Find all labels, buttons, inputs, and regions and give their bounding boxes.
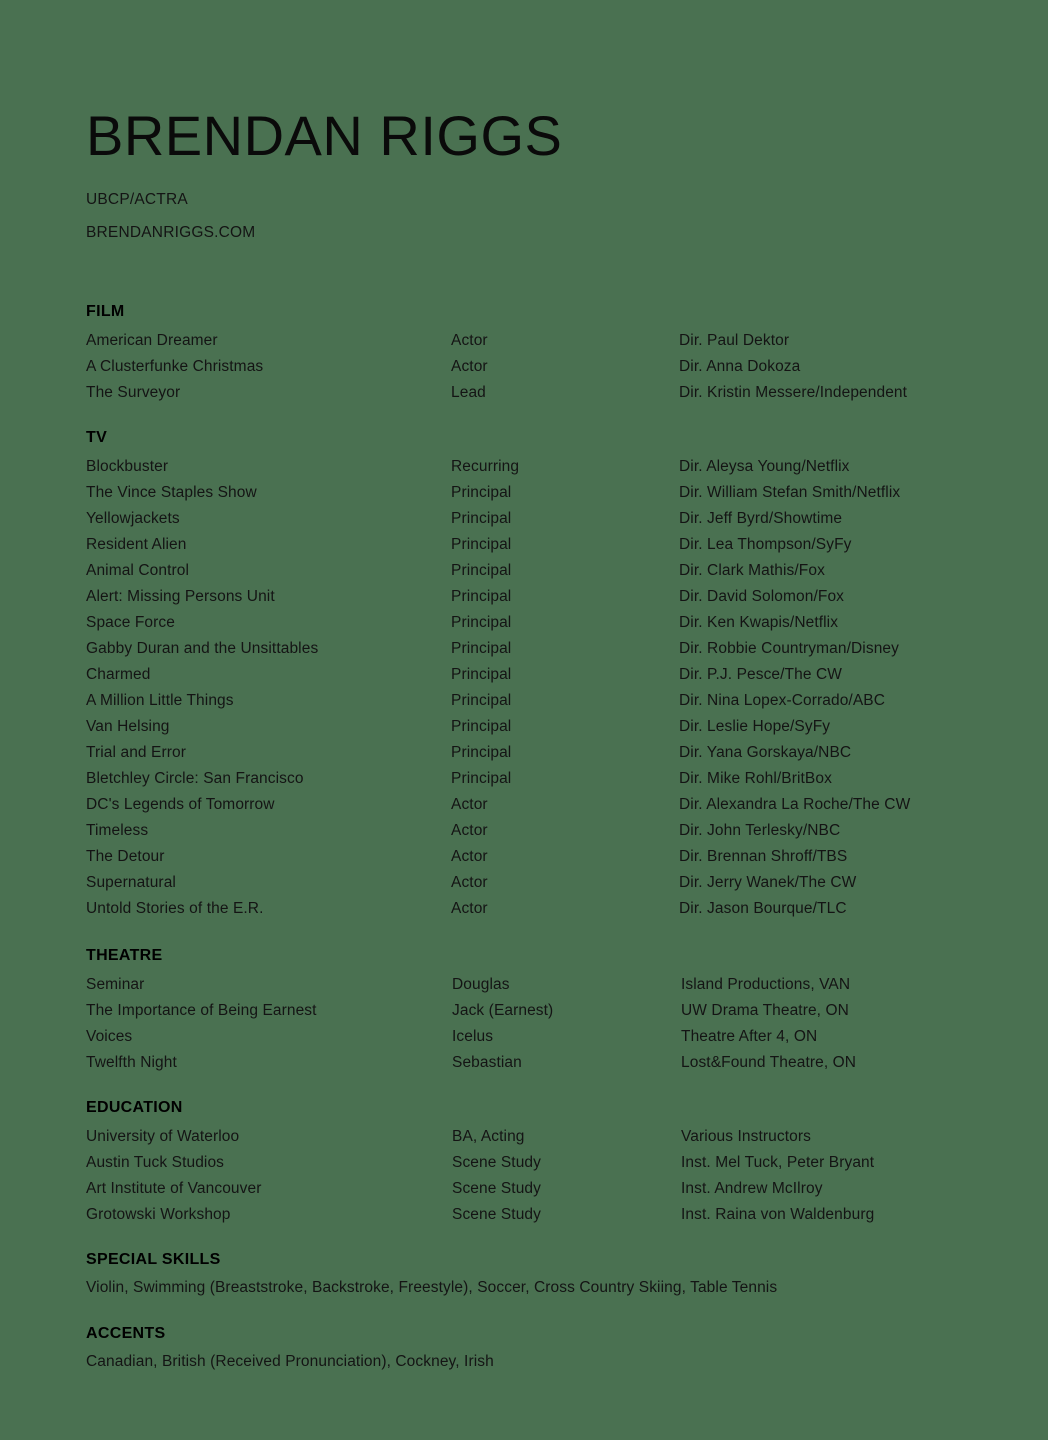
credit-company: UW Drama Theatre, ON	[681, 1002, 849, 1019]
table-row	[86, 1050, 966, 1076]
table-row	[86, 818, 966, 844]
credit-title: Voices	[86, 1028, 133, 1045]
section-special-skills	[86, 1250, 966, 1300]
credit-director: Dir. Leslie Hope/SyFy	[679, 718, 831, 735]
credit-title: Seminar	[86, 976, 145, 993]
credit-role: Principal	[451, 770, 512, 787]
credit-title: Animal Control	[86, 562, 190, 579]
table-row	[86, 972, 966, 998]
credit-title: Untold Stories of the E.R.	[86, 900, 264, 917]
credit-role: Sebastian	[452, 1054, 522, 1071]
credit-director: Dir. John Terlesky/NBC	[679, 822, 841, 839]
table-row	[86, 896, 966, 922]
credit-director: Dir. Anna Dokoza	[679, 358, 801, 375]
website-link[interactable]: BRENDANRIGGS.COM	[86, 224, 256, 241]
credit-title: The Surveyor	[86, 384, 181, 401]
education-program: Scene Study	[452, 1206, 541, 1223]
credit-director: Dir. Clark Mathis/Fox	[679, 562, 825, 579]
credit-role: Principal	[451, 510, 512, 527]
table-row	[86, 558, 966, 584]
education-program: Scene Study	[452, 1154, 541, 1171]
credit-director: Dir. Kristin Messere/Independent	[679, 384, 908, 401]
page-title: BRENDAN RIGGS	[86, 104, 563, 167]
union-affiliation: UBCP/ACTRA	[86, 191, 188, 208]
table-row	[86, 506, 966, 532]
table-row	[86, 688, 966, 714]
section-education	[86, 1098, 966, 1228]
table-row	[86, 766, 966, 792]
credit-director: Dir. Jason Bourque/TLC	[679, 900, 847, 917]
table-row	[86, 1202, 966, 1228]
education-program: BA, Acting	[452, 1128, 525, 1145]
credit-company: Lost&Found Theatre, ON	[681, 1054, 857, 1071]
credit-title: Van Helsing	[86, 718, 170, 735]
credit-role: Actor	[451, 822, 488, 839]
section-accents	[86, 1324, 966, 1374]
credit-title: Gabby Duran and the Unsittables	[86, 640, 319, 657]
credit-company: Theatre After 4, ON	[681, 1028, 818, 1045]
table-row	[86, 998, 966, 1024]
table-row	[86, 454, 966, 480]
education-institution: Austin Tuck Studios	[86, 1154, 225, 1171]
credit-role: Principal	[451, 614, 512, 631]
education-institution: Art Institute of Vancouver	[86, 1180, 262, 1197]
credit-director: Dir. Jerry Wanek/The CW	[679, 874, 857, 891]
credit-role: Principal	[451, 640, 512, 657]
credit-title: Space Force	[86, 614, 175, 631]
credit-director: Dir. David Solomon/Fox	[679, 588, 845, 605]
credit-role: Actor	[451, 874, 488, 891]
special-skills-text: Violin, Swimming (Breaststroke, Backstroke, Freestyle), Soccer, Cross Country Skiing, Table Tennis	[86, 1279, 778, 1296]
credit-role: Recurring	[451, 458, 520, 475]
credit-title: Charmed	[86, 666, 151, 683]
table-row	[86, 792, 966, 818]
table-row	[86, 480, 966, 506]
credit-director: Dir. Mike Rohl/BritBox	[679, 770, 832, 787]
table-row	[86, 328, 966, 354]
credit-director: Dir. Brennan Shroff/TBS	[679, 848, 848, 865]
credit-title: The Detour	[86, 848, 165, 865]
credit-role: Principal	[451, 588, 512, 605]
credit-company: Island Productions, VAN	[681, 976, 851, 993]
tv-credit-list	[86, 454, 966, 922]
credit-role: Douglas	[452, 976, 510, 993]
education-list	[86, 1124, 966, 1228]
credit-role: Jack (Earnest)	[452, 1002, 554, 1019]
education-instructor: Various Instructors	[681, 1128, 811, 1145]
accents-text: Canadian, British (Received Pronunciation), Cockney, Irish	[86, 1353, 494, 1370]
credit-role: Principal	[451, 562, 512, 579]
credit-director: Dir. Alexandra La Roche/The CW	[679, 796, 911, 813]
credit-title: Yellowjackets	[86, 510, 180, 527]
credit-title: Twelfth Night	[86, 1054, 177, 1071]
education-institution: Grotowski Workshop	[86, 1206, 231, 1223]
table-row	[86, 354, 966, 380]
table-row	[86, 740, 966, 766]
credit-director: Dir. P.J. Pesce/The CW	[679, 666, 842, 683]
credit-director: Dir. Jeff Byrd/Showtime	[679, 510, 843, 527]
credit-role: Actor	[451, 358, 488, 375]
credit-director: Dir. William Stefan Smith/Netflix	[679, 484, 901, 501]
credit-role: Actor	[451, 848, 488, 865]
section-heading-education: EDUCATION	[86, 1099, 183, 1116]
table-row	[86, 870, 966, 896]
table-row	[86, 584, 966, 610]
credit-title: A Clusterfunke Christmas	[86, 358, 264, 375]
credit-role: Actor	[451, 796, 488, 813]
credit-director: Dir. Lea Thompson/SyFy	[679, 536, 852, 553]
credit-role: Actor	[451, 900, 488, 917]
table-row	[86, 1176, 966, 1202]
credit-role: Principal	[451, 484, 512, 501]
film-credit-list	[86, 328, 966, 406]
table-row	[86, 1150, 966, 1176]
credit-director: Dir. Robbie Countryman/Disney	[679, 640, 899, 657]
section-theatre	[86, 946, 966, 1076]
table-row	[86, 610, 966, 636]
credit-title: The Importance of Being Earnest	[86, 1002, 317, 1019]
table-row	[86, 636, 966, 662]
credit-director: Dir. Aleysa Young/Netflix	[679, 458, 850, 475]
credit-role: Principal	[451, 744, 512, 761]
education-instructor: Inst. Andrew McIlroy	[681, 1180, 823, 1197]
credit-director: Dir. Ken Kwapis/Netflix	[679, 614, 839, 631]
credit-role: Actor	[451, 332, 488, 349]
education-program: Scene Study	[452, 1180, 541, 1197]
section-heading-tv: TV	[86, 429, 108, 446]
credit-role: Icelus	[452, 1028, 494, 1045]
credit-title: Resident Alien	[86, 536, 187, 553]
credit-title: Alert: Missing Persons Unit	[86, 588, 275, 605]
education-institution: University of Waterloo	[86, 1128, 240, 1145]
credit-role: Principal	[451, 692, 512, 709]
section-heading-film: FILM	[86, 303, 125, 320]
education-instructor: Inst. Raina von Waldenburg	[681, 1206, 875, 1223]
table-row	[86, 532, 966, 558]
credit-title: Bletchley Circle: San Francisco	[86, 770, 304, 787]
table-row	[86, 662, 966, 688]
table-row	[86, 380, 966, 406]
credit-title: A Million Little Things	[86, 692, 234, 709]
table-row	[86, 1024, 966, 1050]
credit-director: Dir. Paul Dektor	[679, 332, 790, 349]
table-row	[86, 714, 966, 740]
credit-title: American Dreamer	[86, 332, 218, 349]
theatre-credit-list	[86, 972, 966, 1076]
resume-header	[86, 104, 562, 241]
section-heading-special-skills: SPECIAL SKILLS	[86, 1251, 221, 1268]
credit-role: Principal	[451, 718, 512, 735]
credit-title: DC's Legends of Tomorrow	[86, 796, 275, 813]
section-heading-accents: ACCENTS	[86, 1325, 166, 1342]
credit-director: Dir. Yana Gorskaya/NBC	[679, 744, 852, 761]
section-heading-theatre: THEATRE	[86, 947, 163, 964]
section-film	[86, 302, 966, 406]
section-tv	[86, 428, 966, 922]
credit-role: Principal	[451, 666, 512, 683]
table-row	[86, 1124, 966, 1150]
credit-title: Timeless	[86, 822, 149, 839]
credit-director: Dir. Nina Lopex-Corrado/ABC	[679, 692, 886, 709]
credit-title: The Vince Staples Show	[86, 484, 257, 501]
credit-role: Principal	[451, 536, 512, 553]
credit-title: Blockbuster	[86, 458, 169, 475]
credit-title: Trial and Error	[86, 744, 186, 761]
table-row	[86, 844, 966, 870]
education-instructor: Inst. Mel Tuck, Peter Bryant	[681, 1154, 875, 1171]
credit-role: Lead	[451, 384, 486, 401]
credit-title: Supernatural	[86, 874, 176, 891]
